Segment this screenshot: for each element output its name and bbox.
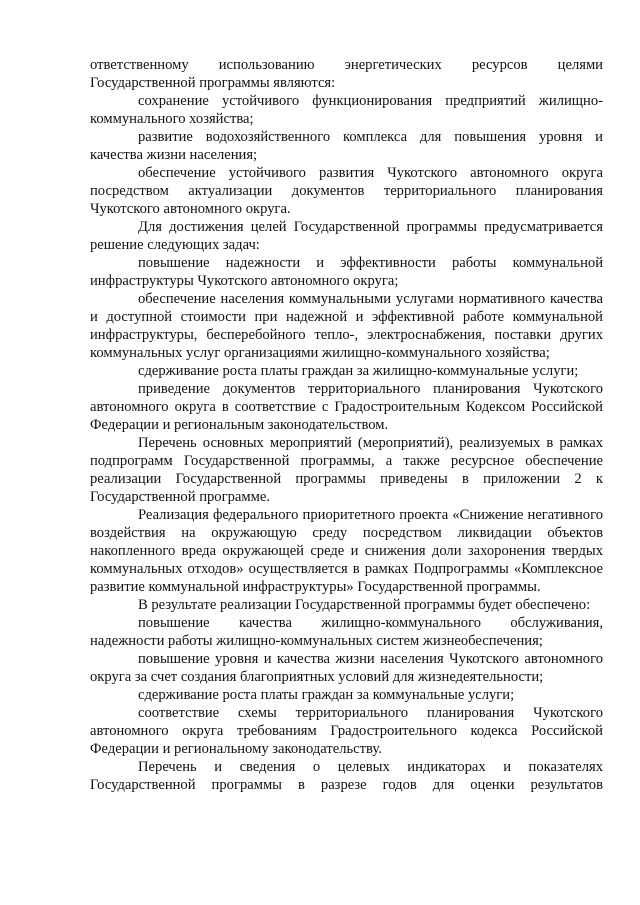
document-page (90, 56, 603, 794)
paragraph-goal-planning: обеспечение устойчивого развития Чукотского автономного округа посредством актуализации документов территориального планирования Чукотского автономного округа. (90, 165, 603, 217)
paragraph-goals-continuation: ответственному использованию энергетических ресурсов целями Государственной программы являются: (90, 57, 603, 91)
paragraph-result-quality: повышение качества жилищно-коммунального обслуживания, надежности работы жилищно-коммунальных систем жизнеобеспечения; (90, 615, 603, 649)
paragraph-indicators: Перечень и сведения о целевых индикаторах и показателях Государственной программы в разрезе годов для оценки результатов (90, 759, 603, 793)
paragraph-result-living-standard: повышение уровня и качества жизни населения Чукотского автономного округа за счет создания благоприятных условий для жизнедеятельности; (90, 651, 603, 685)
paragraph-results-intro: В результате реализации Государственной программы будет обеспечено: (138, 597, 591, 613)
paragraph-federal-project: Реализация федерального приоритетного проекта «Снижение негативного воздействия на окружающую среду посредством ликвидации объектов накопленного вреда окружающей среде и снижения доли захоронения твердых коммунальных отходов» осуществляется в рамках Подпрограммы «Комплексное развитие коммунальной инфраструктуры» Государственной программы. (90, 507, 603, 595)
paragraph-task-services: обеспечение населения коммунальными услугами нормативного качества и доступной стоимости при надежной и эффективной работе коммунальной инфраструктуры, бесперебойного тепло-, электроснабжения, поставки других коммунальных услуг организациями жилищно-коммунального хозяйства; (90, 291, 603, 361)
paragraph-goal-water: развитие водохозяйственного комплекса для повышения уровня и качества жизни населения; (90, 129, 603, 163)
paragraph-result-compliance: соответствие схемы территориального планирования Чукотского автономного округа требованиям Градостроительного кодекса Российской Федерации и региональному законодательству. (90, 705, 603, 757)
paragraph-result-fees: сдерживание роста платы граждан за коммунальные услуги; (138, 687, 515, 703)
paragraph-activities-list: Перечень основных мероприятий (мероприятий), реализуемых в рамках подпрограмм Государственной программы, а также ресурсное обеспечение реализации Государственной программы приведены в приложении 2 к Государственной программе. (90, 435, 603, 505)
paragraph-task-planning-docs: приведение документов территориального планирования Чукотского автономного округа в соответствие с Градостроительным Кодексом Российской Федерации и региональным законодательством. (90, 381, 603, 433)
paragraph-goal-housing: сохранение устойчивого функционирования предприятий жилищно-коммунального хозяйства; (90, 93, 603, 127)
paragraph-tasks-intro: Для достижения целей Государственной программы предусматривается решение следующих задач: (90, 219, 603, 253)
paragraph-task-fees: сдерживание роста платы граждан за жилищно-коммунальные услуги; (138, 363, 579, 379)
paragraph-task-reliability: повышение надежности и эффективности работы коммунальной инфраструктуры Чукотского автономного округа; (90, 255, 603, 289)
